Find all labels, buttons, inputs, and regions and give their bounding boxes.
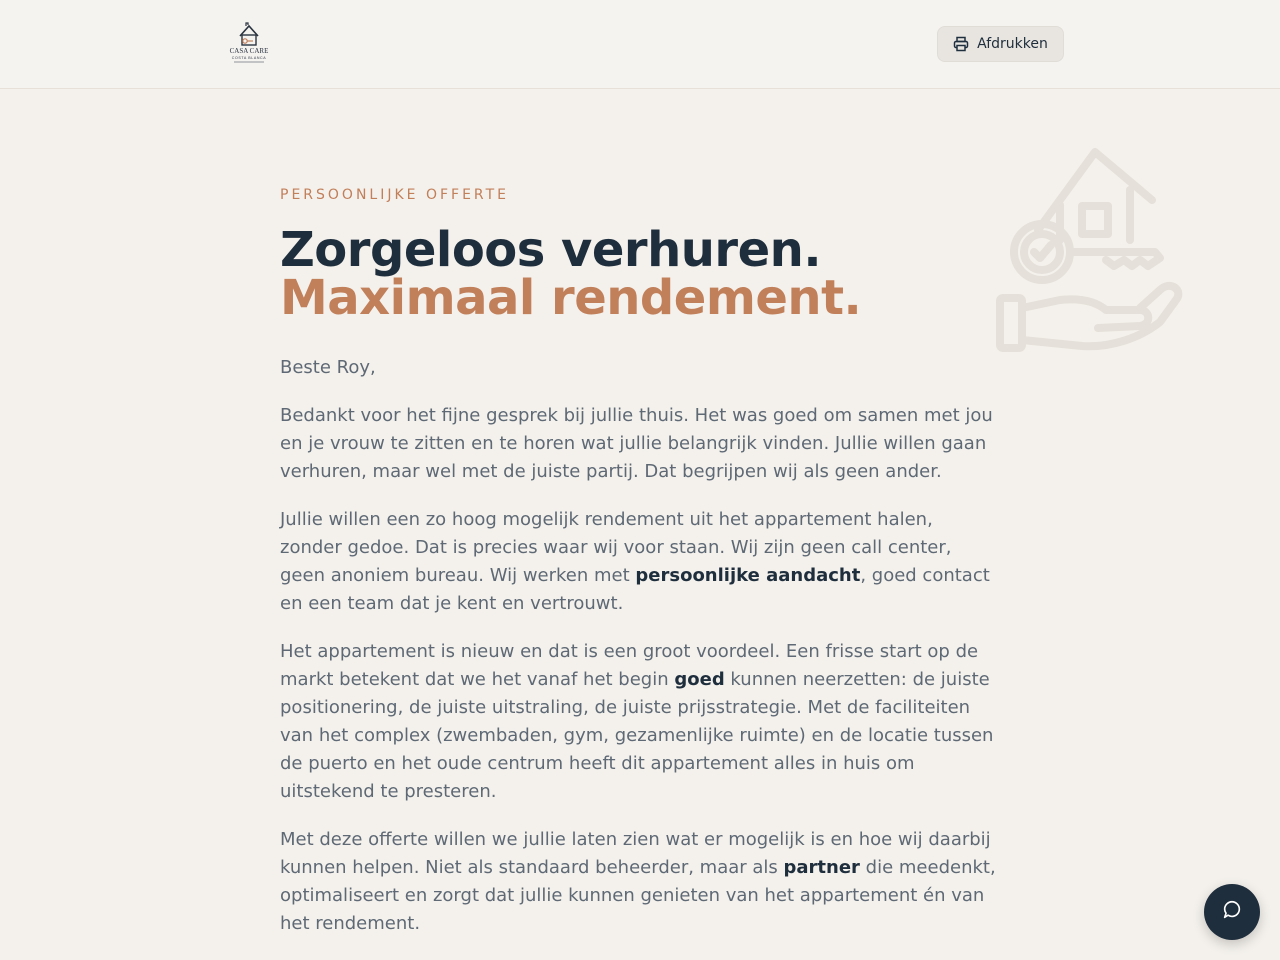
top-bar bbox=[0, 0, 1280, 89]
eyebrow-label: PERSOONLIJKE OFFERTE bbox=[280, 187, 510, 203]
paragraph-4-highlight: partner bbox=[783, 857, 860, 878]
letter-paragraph-3 bbox=[280, 638, 1000, 806]
print-button-label: Afdrukken bbox=[977, 36, 1048, 52]
house-key-hand-icon bbox=[990, 140, 1190, 360]
offer-content bbox=[280, 186, 1000, 938]
paragraph-2-text-a: Jullie willen een zo hoog mogelijk rendement uit het appartement halen, zonder gedoe. Dat is precies waar wij voor staan. Wij zijn geen call center, geen anoniem bureau. Wij werken met bbox=[280, 509, 952, 586]
paragraph-3-text-b: kunnen neerzetten: de juiste positionering, de juiste uitstraling, de juiste prijsstrategie. Met de faciliteiten van het complex (zwembaden, gym, gezamenlijke ruimte) en de locatie tussen de puerto en het oude centrum heeft dit appartement alles in huis om uitstekend te presteren. bbox=[280, 669, 994, 802]
headline bbox=[280, 222, 1000, 326]
casa-care-logo[interactable] bbox=[226, 18, 272, 66]
chat-button[interactable] bbox=[1204, 884, 1260, 940]
paragraph-2-highlight: persoonlijke aandacht bbox=[635, 565, 861, 586]
logo-text: CASA CARE bbox=[229, 47, 269, 55]
logo-graphic bbox=[226, 18, 272, 66]
letter-paragraph-4 bbox=[280, 826, 1000, 938]
paragraph-4-text-a: Met deze offerte willen we jullie laten zien wat er mogelijk is en hoe wij daarbij kunnen helpen. Niet als standaard beheerder, maar als bbox=[280, 829, 991, 878]
print-button[interactable] bbox=[937, 26, 1064, 62]
printer-icon bbox=[953, 36, 969, 52]
paragraph-2-text-b: , goed contact en een team dat je kent en vertrouwt. bbox=[280, 565, 990, 614]
letter-paragraph-1: Bedankt voor het fijne gesprek bij jullie thuis. Het was goed om samen met jou en je vrouw te zitten en te horen wat jullie belangrijk vinden. Jullie willen gaan verhuren, maar wel met de juiste partij. Dat begrijpen wij als geen ander. bbox=[280, 405, 993, 482]
paragraph-3-highlight: goed bbox=[674, 669, 725, 690]
headline-line-1: Zorgeloos verhuren. bbox=[280, 222, 822, 278]
headline-line-2: Maximaal rendement. bbox=[280, 270, 862, 326]
letter-paragraph-2 bbox=[280, 506, 1000, 618]
chat-bubble-icon bbox=[1221, 899, 1243, 925]
letter-greeting: Beste Roy, bbox=[280, 357, 376, 378]
paragraph-4-text-b: die meedenkt, optimaliseert en zorgt dat jullie kunnen genieten van het appartement én van het rendement. bbox=[280, 857, 996, 934]
logo-subtext: COSTA BLANCA bbox=[231, 56, 267, 60]
paragraph-3-text-a: Het appartement is nieuw en dat is een groot voordeel. Een frisse start op de markt betekent dat we het vanaf het begin bbox=[280, 641, 979, 690]
